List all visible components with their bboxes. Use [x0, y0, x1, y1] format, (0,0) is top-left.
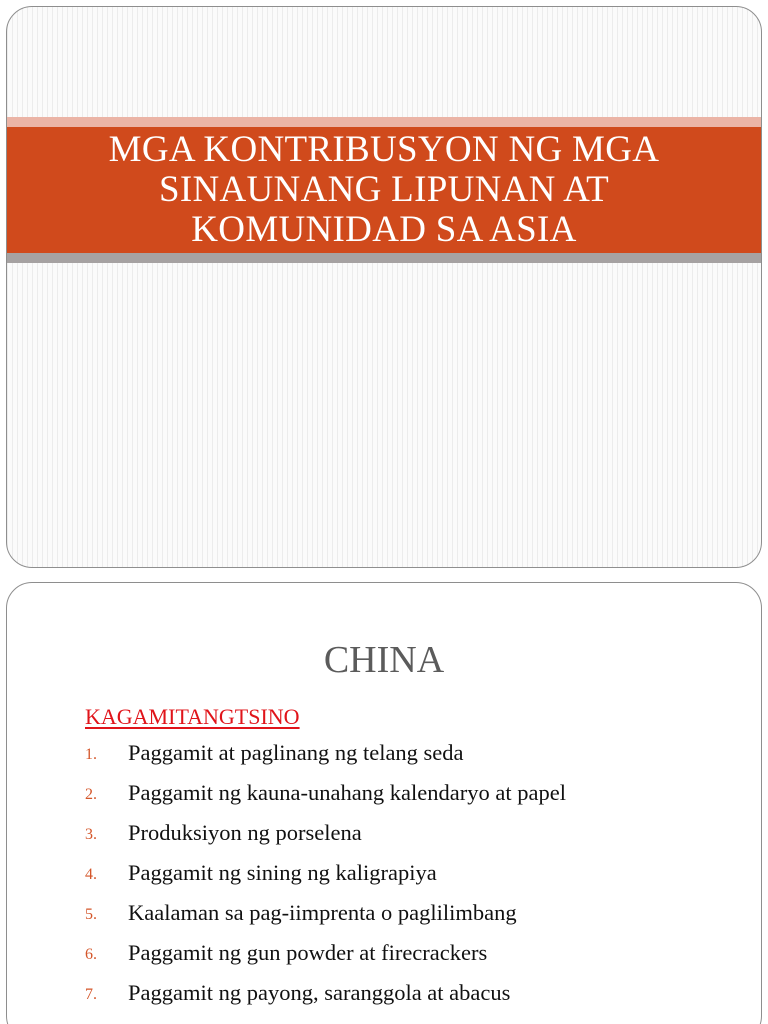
- content-slide: [6, 582, 762, 1024]
- list-item-text: Paggamit ng payong, saranggola at abacus: [128, 980, 511, 1005]
- slide-subheading: KAGAMITANGTSINO: [85, 704, 300, 729]
- title-band: [7, 117, 761, 263]
- title-band-bottom-stripe: [7, 253, 761, 263]
- list-item-number: 2.: [85, 786, 97, 803]
- list-item-number: 7.: [85, 986, 97, 1003]
- list-item-number: 5.: [85, 906, 97, 923]
- title-band-main: [7, 127, 761, 253]
- slide-title-line: MGA KONTRIBUSYON NG MGA: [108, 129, 660, 170]
- slide-title: [109, 130, 660, 250]
- list-item-number: 6.: [85, 946, 97, 963]
- list-item-text: Kaalaman sa pag-iimprenta o paglilimbang: [128, 900, 517, 925]
- slide-title-line: KOMUNIDAD SA ASIA: [191, 209, 577, 250]
- title-band-top-stripe: [7, 117, 761, 127]
- list-item-number: 4.: [85, 866, 97, 883]
- list-item-text: Produksiyon ng porselena: [128, 820, 362, 845]
- slide-title-line: SINAUNANG LIPUNAN AT: [158, 169, 609, 210]
- title-slide: [6, 6, 762, 568]
- list-item-text: Paggamit at paglinang ng telang seda: [128, 740, 464, 765]
- list-item-text: Paggamit ng gun powder at firecrackers: [128, 940, 488, 965]
- list-item-number: 3.: [85, 826, 97, 843]
- list-item-number: 1.: [85, 746, 97, 763]
- slide-heading: CHINA: [323, 639, 445, 681]
- list-item-text: Paggamit ng sining ng kaligrapiya: [128, 860, 437, 885]
- list-item-text: Paggamit ng kauna-unahang kalendaryo at papel: [128, 780, 566, 805]
